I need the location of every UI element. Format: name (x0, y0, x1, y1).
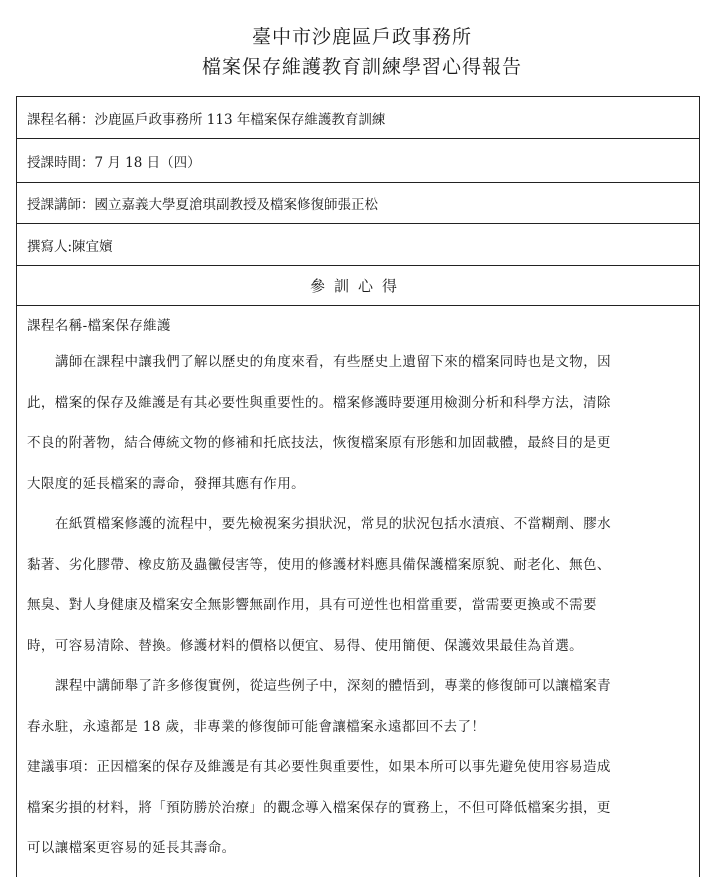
course-name-row: 課程名稱：沙鹿區戶政事務所 113 年檔案保存維護教育訓練 (17, 97, 699, 139)
lecturer-row: 授課講師：國立嘉義大學夏滄琪副教授及檔案修復師張正松 (17, 183, 699, 224)
text-line: 檔案劣損的材料，將「預防勝於治療」的觀念導入檔案保存的實務上，不但可降低檔案劣損，更 (27, 799, 611, 816)
text-line: 大限度的延長檔案的壽命，發揮其應有作用。 (27, 475, 305, 492)
text-line: 建議事項：正因檔案的保存及維護是有其必要性與重要性，如果本所可以事先避免使用容易造成 (27, 759, 611, 775)
course-time-row: 授課時間：7 月 18 日（四） (17, 139, 699, 183)
paragraph-3 (27, 666, 689, 747)
report-form (16, 96, 700, 877)
text-line: 可以讓檔案更容易的延長其壽命。 (27, 840, 236, 856)
paragraph-1 (27, 342, 689, 504)
text-line: 講師在課程中讓我們了解以歷史的角度來看，有些歷史上遺留下來的檔案同時也是文物，因 (55, 354, 611, 370)
text-line: 時，可容易清除、替換。修護材料的價格以便宜、易得、使用簡便、保護效果最佳為首選。 (27, 637, 583, 654)
report-title: 檔案保存維護教育訓練學習心得報告 (201, 56, 522, 78)
text-line: 課程中講師舉了許多修復實例，從這些例子中，深刻的體悟到，專業的修復師可以讓檔案青 (55, 678, 611, 694)
document-header (0, 22, 724, 82)
text-line: 此，檔案的保存及維護是有其必要性與重要性的。檔案修護時要運用檢測分析和科學方法，清除 (27, 394, 611, 411)
text-line: 在紙質檔案修護的流程中，要先檢視案劣損狀況，常見的狀況包括水漬痕、不當糊劑、膠水 (55, 516, 611, 532)
text-line: 不良的附著物，結合傳統文物的修補和托底技法，恢復檔案原有形態和加固載體，最終目的是更 (27, 435, 611, 451)
suggestions-paragraph (27, 747, 689, 869)
text-line: 無臭、對人身健康及檔案安全無影響無副作用，具有可逆性也相當重要，當需要更換或不需要 (27, 597, 597, 613)
section-title: 參訓心得 (17, 266, 699, 306)
office-title: 臺中市沙鹿區戶政事務所 (251, 26, 472, 48)
report-subhead: 課程名稱-檔案保存維護 (27, 318, 171, 334)
paragraph-2 (27, 504, 689, 666)
author-row: 撰寫人:陳宜嬪 (17, 224, 699, 266)
text-line: 黏著、劣化膠帶、橡皮筋及蟲黴侵害等，使用的修護材料應具備保護檔案原貌、耐老化、無色、 (27, 556, 611, 573)
text-line: 春永駐，永遠都是 18 歲，非專業的修復師可能會讓檔案永遠都回不去了！ (27, 718, 486, 735)
report-body (17, 306, 699, 869)
